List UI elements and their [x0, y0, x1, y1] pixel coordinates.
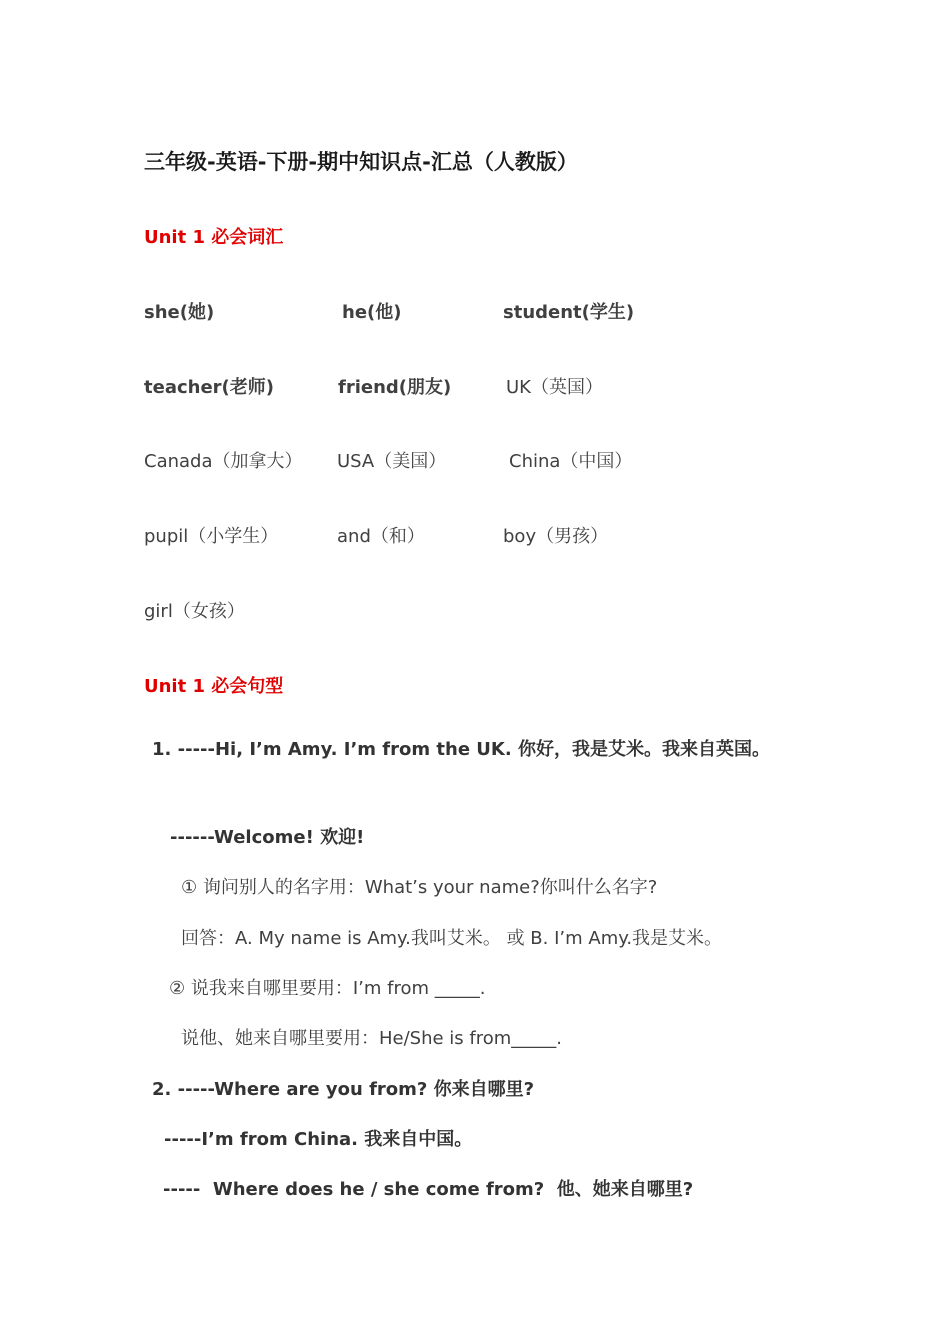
vocab-word: boy（男孩）: [503, 526, 609, 547]
unit1-sentences-heading: Unit 1 必会句型: [144, 676, 284, 697]
note-1: ① 询问别人的名字用：What’s your name?你叫什么名字?: [181, 877, 658, 898]
vocab-word: pupil（小学生）: [144, 526, 279, 547]
vocab-word: friend(朋友): [338, 377, 452, 398]
sentence-2: 2. -----Where are you from? 你来自哪里?: [152, 1079, 535, 1100]
vocab-word: he(他): [342, 302, 402, 323]
vocab-word: UK（英国）: [506, 377, 603, 398]
vocab-word: girl（女孩）: [144, 601, 245, 622]
sentence-1: 1. -----Hi, I’m Amy. I’m from the UK. 你好，我是艾米。我来自英国。: [152, 739, 770, 760]
vocab-word: China（中国）: [509, 451, 633, 472]
note-2: ② 说我来自哪里要用：I’m from _____.: [169, 978, 486, 999]
vocab-word: teacher(老师): [144, 377, 274, 398]
vocab-word: Canada（加拿大）: [144, 451, 303, 472]
sentence-2-reply: -----I’m from China. 我来自中国。: [164, 1129, 473, 1150]
vocab-word: student(学生): [503, 302, 635, 323]
sentence-1-reply: ------Welcome! 欢迎!: [170, 827, 365, 848]
note-2-b: 说他、她来自哪里要用：He/She is from_____.: [181, 1028, 563, 1049]
vocab-word: she(她): [144, 302, 215, 323]
unit1-vocab-heading: Unit 1 必会词汇: [144, 227, 284, 248]
sentence-2-question: ----- Where does he / she come from? 他、她来自哪里?: [163, 1179, 694, 1200]
page-title: 三年级-英语-下册-期中知识点-汇总（人教版）: [144, 150, 578, 174]
note-1-answer: 回答：A. My name is Amy.我叫艾米。 或 B. I’m Amy.我是艾米。: [181, 928, 723, 949]
vocab-word: USA（美国）: [337, 451, 447, 472]
vocab-word: and（和）: [337, 526, 425, 547]
